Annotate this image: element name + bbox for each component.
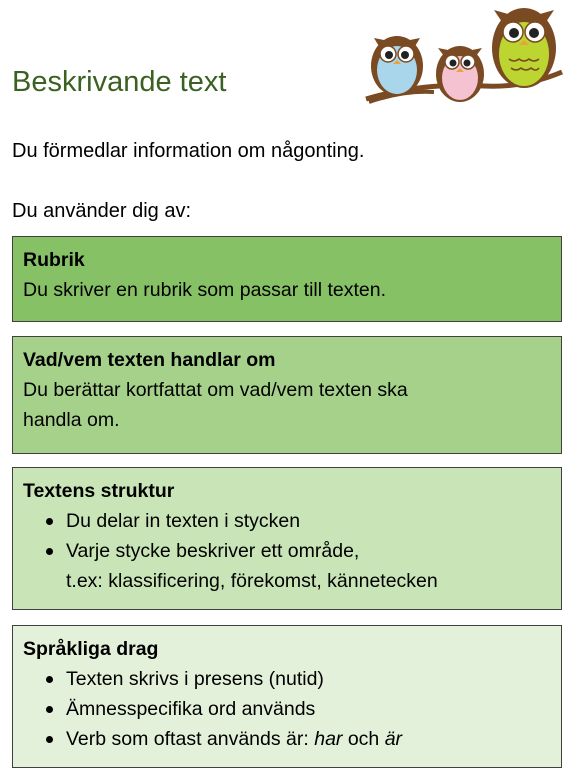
section-rubrik [12, 236, 562, 322]
section-text-line: handla om. [23, 409, 120, 431]
owls-on-branch-icon [364, 4, 564, 108]
bullet-list [23, 506, 551, 596]
bullet-item: Du delar in texten i stycken [23, 506, 551, 536]
bullet-item: Varje stycke beskriver ett område, t.ex: klassificering, förekomst, kännetecken [23, 536, 551, 596]
section-heading: Språkliga drag [23, 638, 159, 660]
bullet-item: Ämnesspecifika ord används [23, 694, 551, 724]
bullet-item: Verb som oftast används är: har och är [23, 724, 551, 754]
section-heading: Vad/vem texten handlar om [23, 349, 276, 371]
intro-text: Du förmedlar information om någonting. [12, 140, 365, 162]
page-title: Beskrivande text [12, 66, 227, 98]
bullet-list [23, 664, 551, 754]
section-text-line: Du berättar kortfattat om vad/vem texten ska [23, 379, 408, 401]
section-text: Du skriver en rubrik som passar till texten. [23, 279, 387, 301]
section-heading: Textens struktur [23, 480, 175, 502]
bullet-item: Texten skrivs i presens (nutid) [23, 664, 551, 694]
section-vad-vem [12, 336, 562, 454]
section-struktur [12, 467, 562, 610]
section-heading: Rubrik [23, 249, 85, 271]
lead-text: Du använder dig av: [12, 200, 192, 222]
section-sprakliga-drag [12, 625, 562, 768]
